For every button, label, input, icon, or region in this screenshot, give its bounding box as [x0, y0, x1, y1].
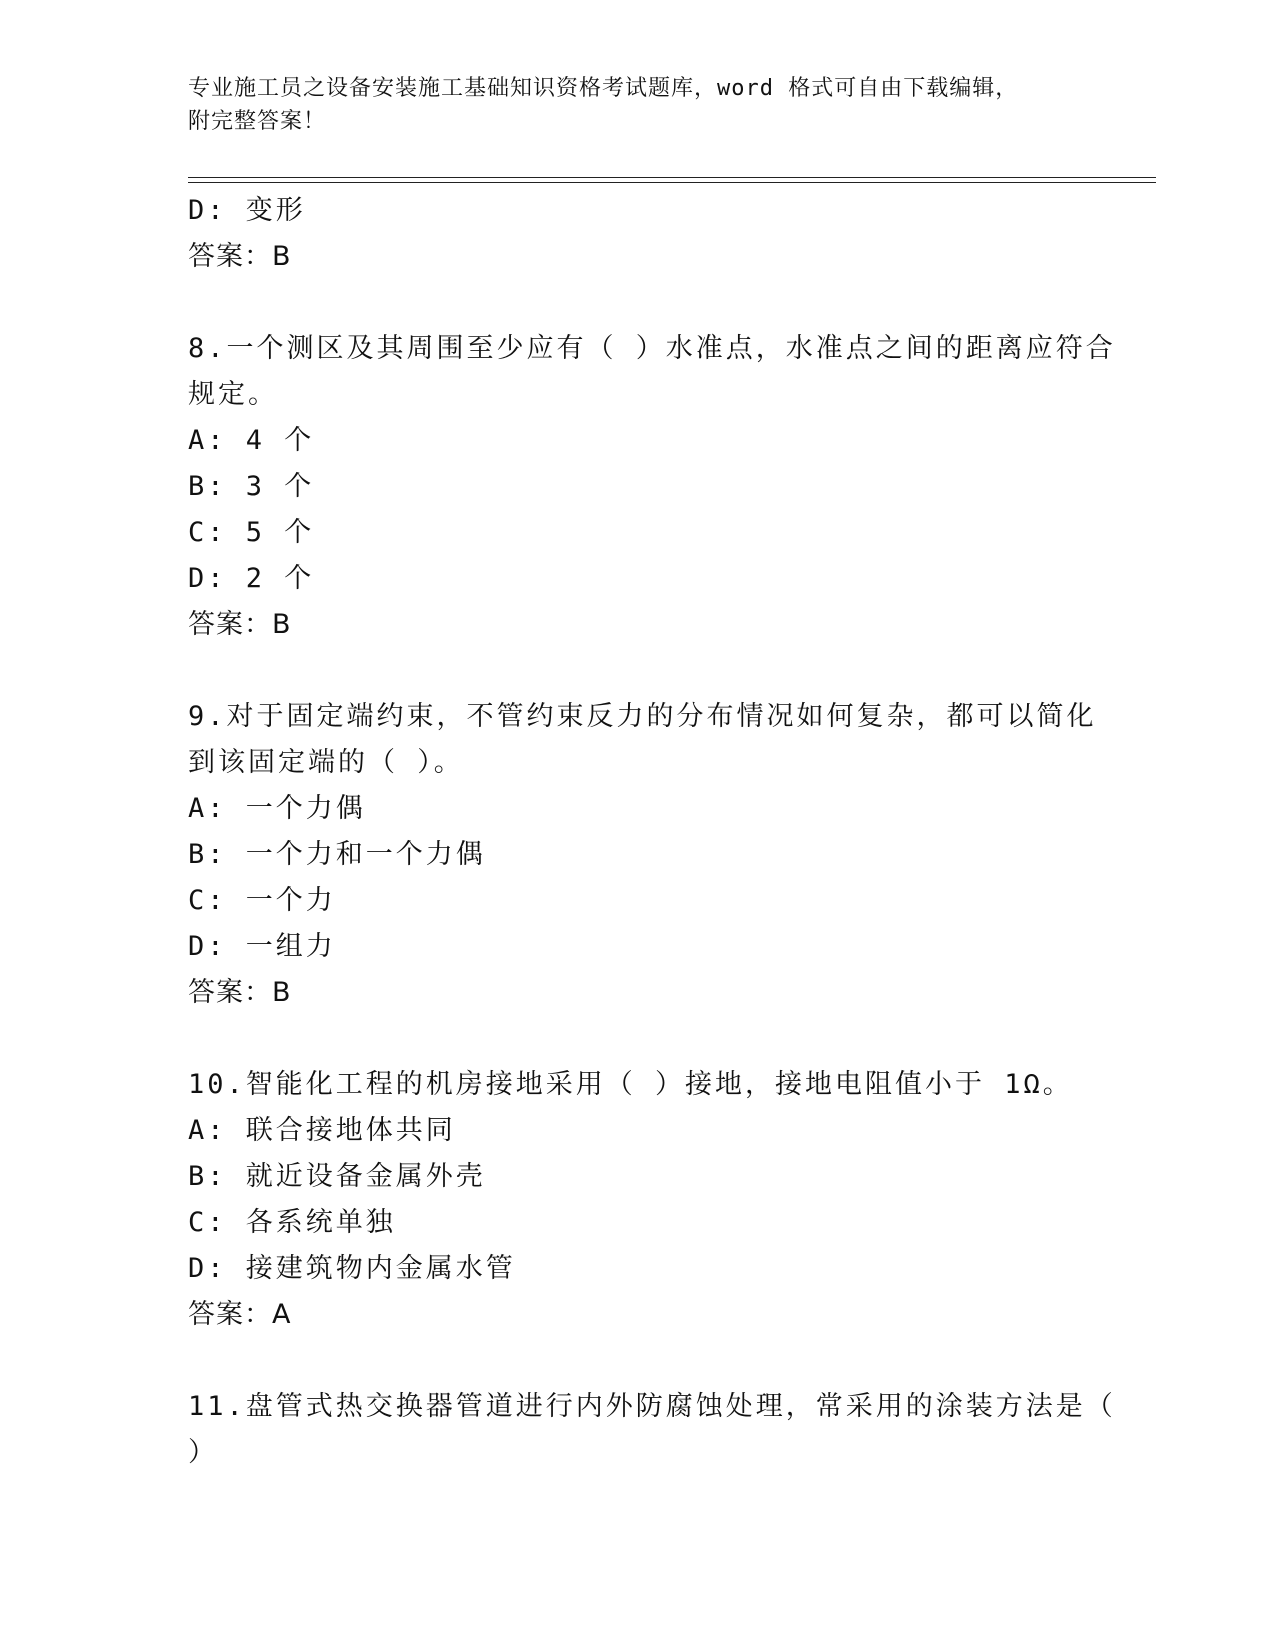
- question-9: [188, 694, 1097, 1016]
- question-stem: 9.对于固定端约束，不管约束反力的分布情况如何复杂，都可以简化: [188, 701, 1097, 732]
- question-8: [188, 326, 1116, 648]
- spacer: [188, 648, 1088, 694]
- option-c: C: 一个力: [188, 885, 336, 916]
- option-d: D: 变形: [188, 195, 306, 226]
- spacer: [188, 280, 1088, 326]
- option-a: A: 一个力偶: [188, 793, 366, 824]
- option-d: D: 接建筑物内金属水管: [188, 1253, 516, 1284]
- option-c: C: 5 个: [188, 517, 315, 548]
- answer-label: 答案：B: [188, 977, 292, 1008]
- question-7-tail: [188, 188, 1088, 280]
- option-b: B: 一个力和一个力偶: [188, 839, 486, 870]
- question-10: [188, 1062, 1088, 1338]
- question-11: [188, 1384, 1116, 1476]
- option-c: C: 各系统单独: [188, 1207, 396, 1238]
- header-title-line-2: 附完整答案！: [188, 109, 327, 134]
- question-stem: 11.盘管式热交换器管道进行内外防腐蚀处理，常采用的涂装方法是（: [188, 1391, 1116, 1422]
- header-title-line-1: 专业施工员之设备安装施工基础知识资格考试题库，word 格式可自由下载编辑，: [188, 76, 1019, 101]
- spacer: [188, 1338, 1088, 1384]
- option-d: D: 2 个: [188, 563, 315, 594]
- question-stem-continued: 规定。: [188, 379, 278, 410]
- option-a: A: 联合接地体共同: [188, 1115, 456, 1146]
- question-stem: 10.智能化工程的机房接地采用（ ）接地，接地电阻值小于 1Ω。: [188, 1069, 1073, 1100]
- question-stem: 8.一个测区及其周围至少应有（ ）水准点，水准点之间的距离应符合: [188, 333, 1116, 364]
- question-stem-continued: ）: [188, 1437, 218, 1468]
- document-header: [188, 72, 1088, 138]
- header-divider-top: [188, 177, 1156, 178]
- answer-label: 答案：B: [188, 241, 292, 272]
- answer-label: 答案：A: [188, 1299, 292, 1330]
- option-d: D: 一组力: [188, 931, 336, 962]
- answer-label: 答案：B: [188, 609, 292, 640]
- question-list: [188, 188, 1116, 1476]
- header-divider-bottom: [188, 182, 1156, 183]
- option-b: B: 3 个: [188, 471, 315, 502]
- option-a: A: 4 个: [188, 425, 315, 456]
- option-b: B: 就近设备金属外壳: [188, 1161, 486, 1192]
- question-stem-continued: 到该固定端的（ ）。: [188, 747, 464, 778]
- spacer: [188, 1016, 1088, 1062]
